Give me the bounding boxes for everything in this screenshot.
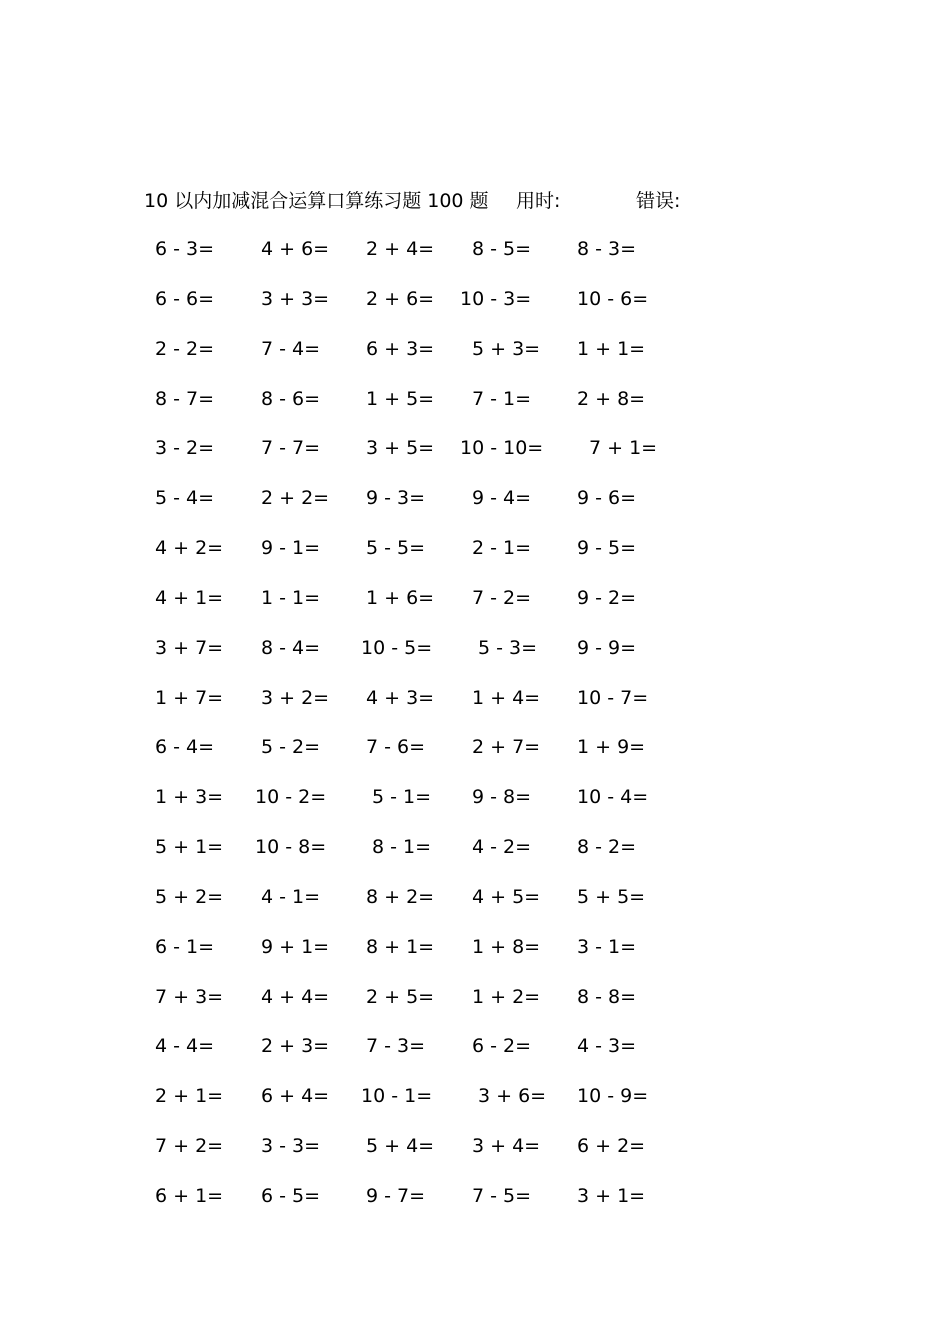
problem-item: 1 - 1= [261, 586, 321, 609]
problem-item: 6 - 1= [155, 935, 215, 958]
problem-item: 9 - 8= [472, 786, 532, 809]
problem-row [0, 482, 950, 514]
problem-item: 1 + 4= [472, 686, 541, 709]
problem-item: 2 + 2= [261, 487, 330, 510]
problem-item: 6 + 3= [366, 337, 435, 360]
problem-row [0, 831, 950, 863]
problem-item: 2 - 2= [155, 337, 215, 360]
problem-row [0, 981, 950, 1013]
problem-item: 7 - 1= [472, 387, 532, 410]
problem-item: 5 - 3= [478, 636, 538, 659]
problem-item: 6 + 4= [261, 1085, 330, 1108]
problem-item: 8 - 7= [155, 387, 215, 410]
problem-item: 3 + 2= [261, 686, 330, 709]
problem-item: 4 + 2= [155, 537, 224, 559]
problem-item: 6 + 1= [155, 1185, 224, 1207]
problem-item: 4 + 1= [155, 586, 224, 609]
problem-item: 3 + 1= [577, 1185, 646, 1207]
problem-item: 9 - 3= [366, 487, 426, 510]
problem-row [0, 1030, 950, 1062]
problem-item: 8 - 1= [372, 836, 432, 859]
problem-item: 4 - 3= [577, 1035, 637, 1058]
problem-item: 8 + 1= [366, 935, 435, 958]
problem-item: 10 - 3= [460, 287, 532, 310]
problem-item: 7 - 7= [261, 437, 321, 460]
problem-item: 5 + 5= [577, 885, 646, 908]
problem-row [0, 333, 950, 365]
problem-item: 8 - 2= [577, 836, 637, 859]
problem-item: 8 - 4= [261, 636, 321, 659]
problem-item: 6 - 5= [261, 1185, 321, 1207]
problem-item: 10 - 8= [255, 836, 327, 859]
problem-item: 7 - 3= [366, 1035, 426, 1058]
problem-row [0, 582, 950, 614]
problem-item: 5 - 2= [261, 736, 321, 759]
problem-item: 1 + 2= [472, 985, 541, 1008]
problem-item: 10 - 4= [577, 786, 649, 809]
problem-item: 9 - 7= [366, 1185, 426, 1207]
problem-item: 10 - 5= [361, 636, 433, 659]
problem-item: 5 - 1= [372, 786, 432, 809]
problem-item: 5 + 1= [155, 836, 224, 859]
problem-item: 2 + 4= [366, 238, 435, 260]
problem-row [0, 632, 950, 664]
problem-item: 4 + 6= [261, 238, 330, 260]
problem-item: 2 + 6= [366, 287, 435, 310]
problem-row [0, 1130, 950, 1162]
problem-item: 10 - 7= [577, 686, 649, 709]
problem-row [0, 532, 950, 564]
problem-item: 4 - 1= [261, 885, 321, 908]
problem-item: 9 + 1= [261, 935, 330, 958]
problem-item: 10 - 2= [255, 786, 327, 809]
problem-row [0, 1180, 950, 1212]
problem-item: 4 + 4= [261, 985, 330, 1008]
problem-row [0, 1080, 950, 1112]
problem-item: 2 + 5= [366, 985, 435, 1008]
problem-item: 8 - 3= [577, 238, 637, 260]
problem-item: 5 + 2= [155, 885, 224, 908]
problem-item: 3 - 3= [261, 1135, 321, 1158]
problem-item: 4 - 4= [155, 1035, 215, 1058]
problem-item: 3 - 2= [155, 437, 215, 460]
problem-item: 9 - 5= [577, 537, 637, 559]
problem-item: 6 - 2= [472, 1035, 532, 1058]
problem-item: 1 + 9= [577, 736, 646, 759]
problem-item: 7 - 5= [472, 1185, 532, 1207]
problem-item: 6 + 2= [577, 1135, 646, 1158]
problem-item: 5 + 3= [472, 337, 541, 360]
problem-item: 3 + 3= [261, 287, 330, 310]
worksheet-title: 10 以内加减混合运算口算练习题 100 题 [144, 190, 489, 212]
problem-item: 10 - 10= [460, 437, 544, 460]
problem-item: 6 - 4= [155, 736, 215, 759]
problem-item: 4 - 2= [472, 836, 532, 859]
problem-item: 2 + 1= [155, 1085, 224, 1108]
problem-item: 1 + 8= [472, 935, 541, 958]
problem-item: 8 - 6= [261, 387, 321, 410]
problem-item: 7 - 4= [261, 337, 321, 360]
problem-item: 1 + 7= [155, 686, 224, 709]
problem-item: 10 - 6= [577, 287, 649, 310]
problem-item: 9 - 4= [472, 487, 532, 510]
problem-row [0, 283, 950, 315]
problem-item: 9 - 2= [577, 586, 637, 609]
problem-item: 3 + 4= [472, 1135, 541, 1158]
problem-item: 1 + 1= [577, 337, 646, 360]
problem-item: 1 + 3= [155, 786, 224, 809]
problem-row [0, 682, 950, 714]
problem-row [0, 432, 950, 464]
problem-item: 7 + 3= [155, 985, 224, 1008]
problem-item: 1 + 5= [366, 387, 435, 410]
problem-item: 7 + 1= [589, 437, 658, 460]
problem-item: 8 - 5= [472, 238, 532, 260]
problem-item: 7 + 2= [155, 1135, 224, 1158]
problem-item: 6 - 6= [155, 287, 215, 310]
time-used-label: 用时: [516, 190, 561, 212]
problem-item: 7 - 6= [366, 736, 426, 759]
problem-row [0, 781, 950, 813]
problem-item: 2 + 7= [472, 736, 541, 759]
problem-row [0, 931, 950, 963]
problem-item: 6 - 3= [155, 238, 215, 260]
problem-item: 3 + 7= [155, 636, 224, 659]
problem-item: 3 - 1= [577, 935, 637, 958]
error-count-label: 错误: [636, 190, 681, 212]
problem-row [0, 233, 950, 265]
problem-item: 9 - 6= [577, 487, 637, 510]
problem-item: 2 + 8= [577, 387, 646, 410]
problem-item: 9 - 1= [261, 537, 321, 559]
problem-item: 5 - 4= [155, 487, 215, 510]
problem-item: 2 - 1= [472, 537, 532, 559]
problem-item: 2 + 3= [261, 1035, 330, 1058]
problem-item: 7 - 2= [472, 586, 532, 609]
problem-item: 10 - 1= [361, 1085, 433, 1108]
problem-item: 5 + 4= [366, 1135, 435, 1158]
problem-item: 4 + 5= [472, 885, 541, 908]
problem-item: 3 + 6= [478, 1085, 547, 1108]
problem-item: 4 + 3= [366, 686, 435, 709]
problem-row [0, 383, 950, 415]
problem-item: 5 - 5= [366, 537, 426, 559]
problem-item: 8 - 8= [577, 985, 637, 1008]
problem-item: 9 - 9= [577, 636, 637, 659]
problem-item: 3 + 5= [366, 437, 435, 460]
problem-item: 10 - 9= [577, 1085, 649, 1108]
problem-item: 8 + 2= [366, 885, 435, 908]
problem-item: 1 + 6= [366, 586, 435, 609]
problem-row [0, 731, 950, 763]
problem-row [0, 881, 950, 913]
